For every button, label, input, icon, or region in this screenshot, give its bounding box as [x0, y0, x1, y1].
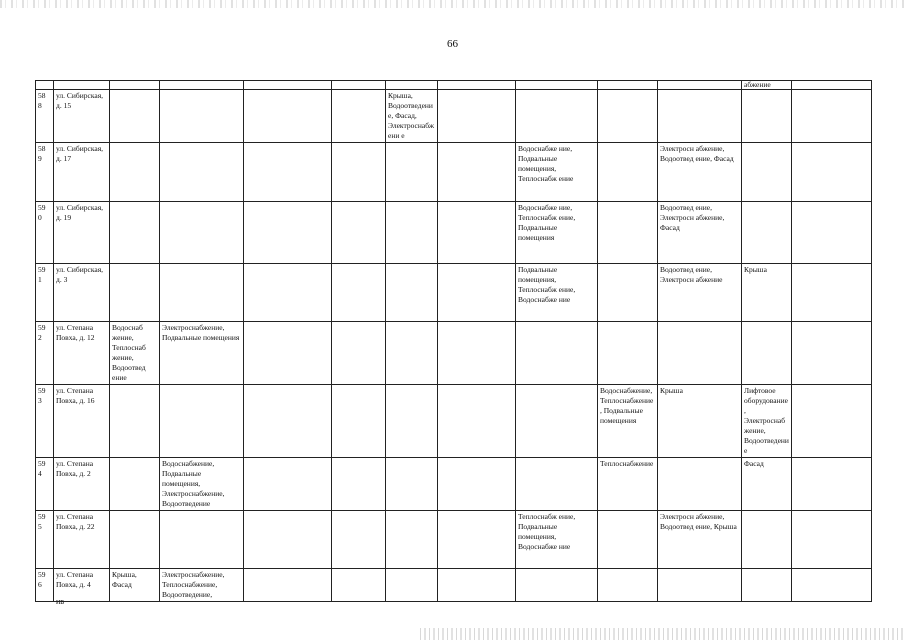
work-cell: [658, 90, 742, 143]
work-cell: [598, 264, 658, 322]
work-cell: [516, 569, 598, 602]
table-row: [36, 202, 872, 264]
row-number: 59 1: [36, 264, 54, 322]
address-cell: ул. Степана Повха, д. 16: [54, 385, 110, 458]
work-cell: [742, 90, 792, 143]
work-cell: [598, 90, 658, 143]
work-cell: [792, 385, 872, 458]
table-row: [36, 90, 872, 143]
work-cell: [516, 385, 598, 458]
scan-noise-bottom: [420, 628, 905, 640]
work-cell: [516, 458, 598, 511]
header-cell: абжение: [742, 81, 792, 90]
work-cell: Электроснабжение, Подвальные помещения: [160, 322, 244, 385]
work-cell: [110, 511, 160, 569]
header-cell: [598, 81, 658, 90]
work-cell: [792, 511, 872, 569]
work-cell: Крыша, Фасад: [110, 569, 160, 602]
header-cell: [160, 81, 244, 90]
work-cell: [438, 511, 516, 569]
work-cell: [110, 264, 160, 322]
work-cell: [110, 143, 160, 202]
work-cell: [332, 569, 386, 602]
work-cell: [160, 264, 244, 322]
work-cell: [244, 143, 332, 202]
table-row: [36, 264, 872, 322]
work-cell: [438, 143, 516, 202]
table-row: [36, 511, 872, 569]
page-number: 66: [447, 38, 458, 50]
work-cell: Водоснаб жение, Теплоснаб жение, Водоотвед ение: [110, 322, 160, 385]
address-cell: ул. Сибирская, д. 15: [54, 90, 110, 143]
work-cell: Крыша: [658, 385, 742, 458]
work-cell: Водоснабжение, Теплоснабжение, Подвальные помещения: [598, 385, 658, 458]
work-cell: [742, 569, 792, 602]
work-cell: [244, 511, 332, 569]
header-cell: [54, 81, 110, 90]
table-body: [36, 81, 872, 602]
work-cell: [386, 202, 438, 264]
work-cell: [792, 458, 872, 511]
work-cell: [658, 322, 742, 385]
work-cell: [438, 458, 516, 511]
work-cell: [386, 511, 438, 569]
work-cell: Крыша: [742, 264, 792, 322]
work-cell: [386, 569, 438, 602]
work-cell: [792, 264, 872, 322]
work-cell: Электросн абжение, Водоотвед ение, Крыша: [658, 511, 742, 569]
work-cell: [110, 385, 160, 458]
work-cell: [598, 202, 658, 264]
row-number: 58 8: [36, 90, 54, 143]
address-cell: ул. Степана Повха, д. 12: [54, 322, 110, 385]
address-cell: ул. Степана Повха, д. 2: [54, 458, 110, 511]
work-cell: [332, 143, 386, 202]
work-cell: [438, 264, 516, 322]
work-cell: [438, 202, 516, 264]
work-cell: Водоснабже ние, Теплоснабж ение, Подвальные помещения: [516, 202, 598, 264]
address-cell: ул. Сибирская, д. 3: [54, 264, 110, 322]
work-cell: [244, 264, 332, 322]
work-cell: Теплоснабжение: [598, 458, 658, 511]
work-cell: [792, 90, 872, 143]
work-cell: [438, 90, 516, 143]
work-cell: [516, 90, 598, 143]
header-cell: [244, 81, 332, 90]
work-cell: Водоснабжение, Подвальные помещения, Электроснабжение, Водоотведение: [160, 458, 244, 511]
work-cell: [332, 202, 386, 264]
work-cell: [742, 202, 792, 264]
work-cell: [332, 322, 386, 385]
table-row: [36, 458, 872, 511]
work-cell: [516, 322, 598, 385]
header-cell: [386, 81, 438, 90]
document-table: [35, 80, 872, 602]
work-cell: Водоотвед ение, Электросн абжение: [658, 264, 742, 322]
scan-noise-top: [0, 0, 905, 8]
work-cell: [244, 322, 332, 385]
work-cell: [160, 511, 244, 569]
work-cell: [438, 569, 516, 602]
work-cell: [438, 385, 516, 458]
work-cell: [658, 569, 742, 602]
address-cell: ул. Сибирская, д. 17: [54, 143, 110, 202]
row-number: 59 0: [36, 202, 54, 264]
header-cell: [332, 81, 386, 90]
work-cell: [160, 385, 244, 458]
row-number: 59 5: [36, 511, 54, 569]
work-cell: [386, 322, 438, 385]
work-cell: [742, 143, 792, 202]
work-cell: [332, 385, 386, 458]
row-number: 59 6: [36, 569, 54, 602]
work-cell: [332, 264, 386, 322]
work-cell: [386, 264, 438, 322]
work-cell: Электросн абжение, Водоотвед ение, Фасад: [658, 143, 742, 202]
work-cell: [658, 458, 742, 511]
work-cell: [110, 458, 160, 511]
work-cell: [742, 511, 792, 569]
table-row: [36, 322, 872, 385]
work-cell: [244, 569, 332, 602]
work-cell: [110, 90, 160, 143]
work-cell: [244, 385, 332, 458]
work-cell: Водоотвед ение, Электросн абжение, Фасад: [658, 202, 742, 264]
header-cell: [792, 81, 872, 90]
address-cell: ул. Сибирская, д. 19: [54, 202, 110, 264]
work-cell: [332, 458, 386, 511]
header-row: [36, 81, 872, 90]
work-cell: Подвальные помещения, Теплоснабж ение, Водоснабже ние: [516, 264, 598, 322]
table-row: [36, 143, 872, 202]
work-cell: [160, 143, 244, 202]
address-cell: ул. Степана Повха, д. 22: [54, 511, 110, 569]
work-cell: [332, 90, 386, 143]
work-cell: [742, 322, 792, 385]
work-cell: [598, 511, 658, 569]
work-cell: [598, 143, 658, 202]
work-cell: [160, 90, 244, 143]
work-cell: Теплоснабж ение, Подвальные помещения, Водоснабже ние: [516, 511, 598, 569]
work-cell: [244, 90, 332, 143]
row-number: 59 3: [36, 385, 54, 458]
table-row: [36, 385, 872, 458]
work-cell: [244, 202, 332, 264]
table-row: [36, 569, 872, 602]
header-cell: [36, 81, 54, 90]
work-cell: [110, 202, 160, 264]
header-cell: [438, 81, 516, 90]
row-number: 58 9: [36, 143, 54, 202]
footer-mark: ив: [56, 597, 65, 606]
work-cell: [792, 202, 872, 264]
work-cell: [598, 322, 658, 385]
work-cell: [386, 143, 438, 202]
work-cell: [792, 569, 872, 602]
row-number: 59 2: [36, 322, 54, 385]
work-cell: Лифтовое оборудование, Электроснабжение, Водоотведение: [742, 385, 792, 458]
header-cell: [110, 81, 160, 90]
address-cell: ул. Степана Повха, д. 4: [54, 569, 110, 602]
work-cell: [244, 458, 332, 511]
work-cell: Крыша, Водоотведение, Фасад, Электроснабжени е: [386, 90, 438, 143]
work-cell: [438, 322, 516, 385]
work-cell: Электроснабжение, Теплоснабжение, Водоотведение,: [160, 569, 244, 602]
header-cell: [658, 81, 742, 90]
work-cell: [332, 511, 386, 569]
work-cell: Фасад: [742, 458, 792, 511]
work-cell: [160, 202, 244, 264]
work-cell: [598, 569, 658, 602]
header-cell: [516, 81, 598, 90]
work-cell: [386, 458, 438, 511]
work-cell: [792, 143, 872, 202]
work-cell: [386, 385, 438, 458]
work-cell: Водоснабже ние, Подвальные помещения, Теплоснабж ение: [516, 143, 598, 202]
row-number: 59 4: [36, 458, 54, 511]
work-cell: [792, 322, 872, 385]
